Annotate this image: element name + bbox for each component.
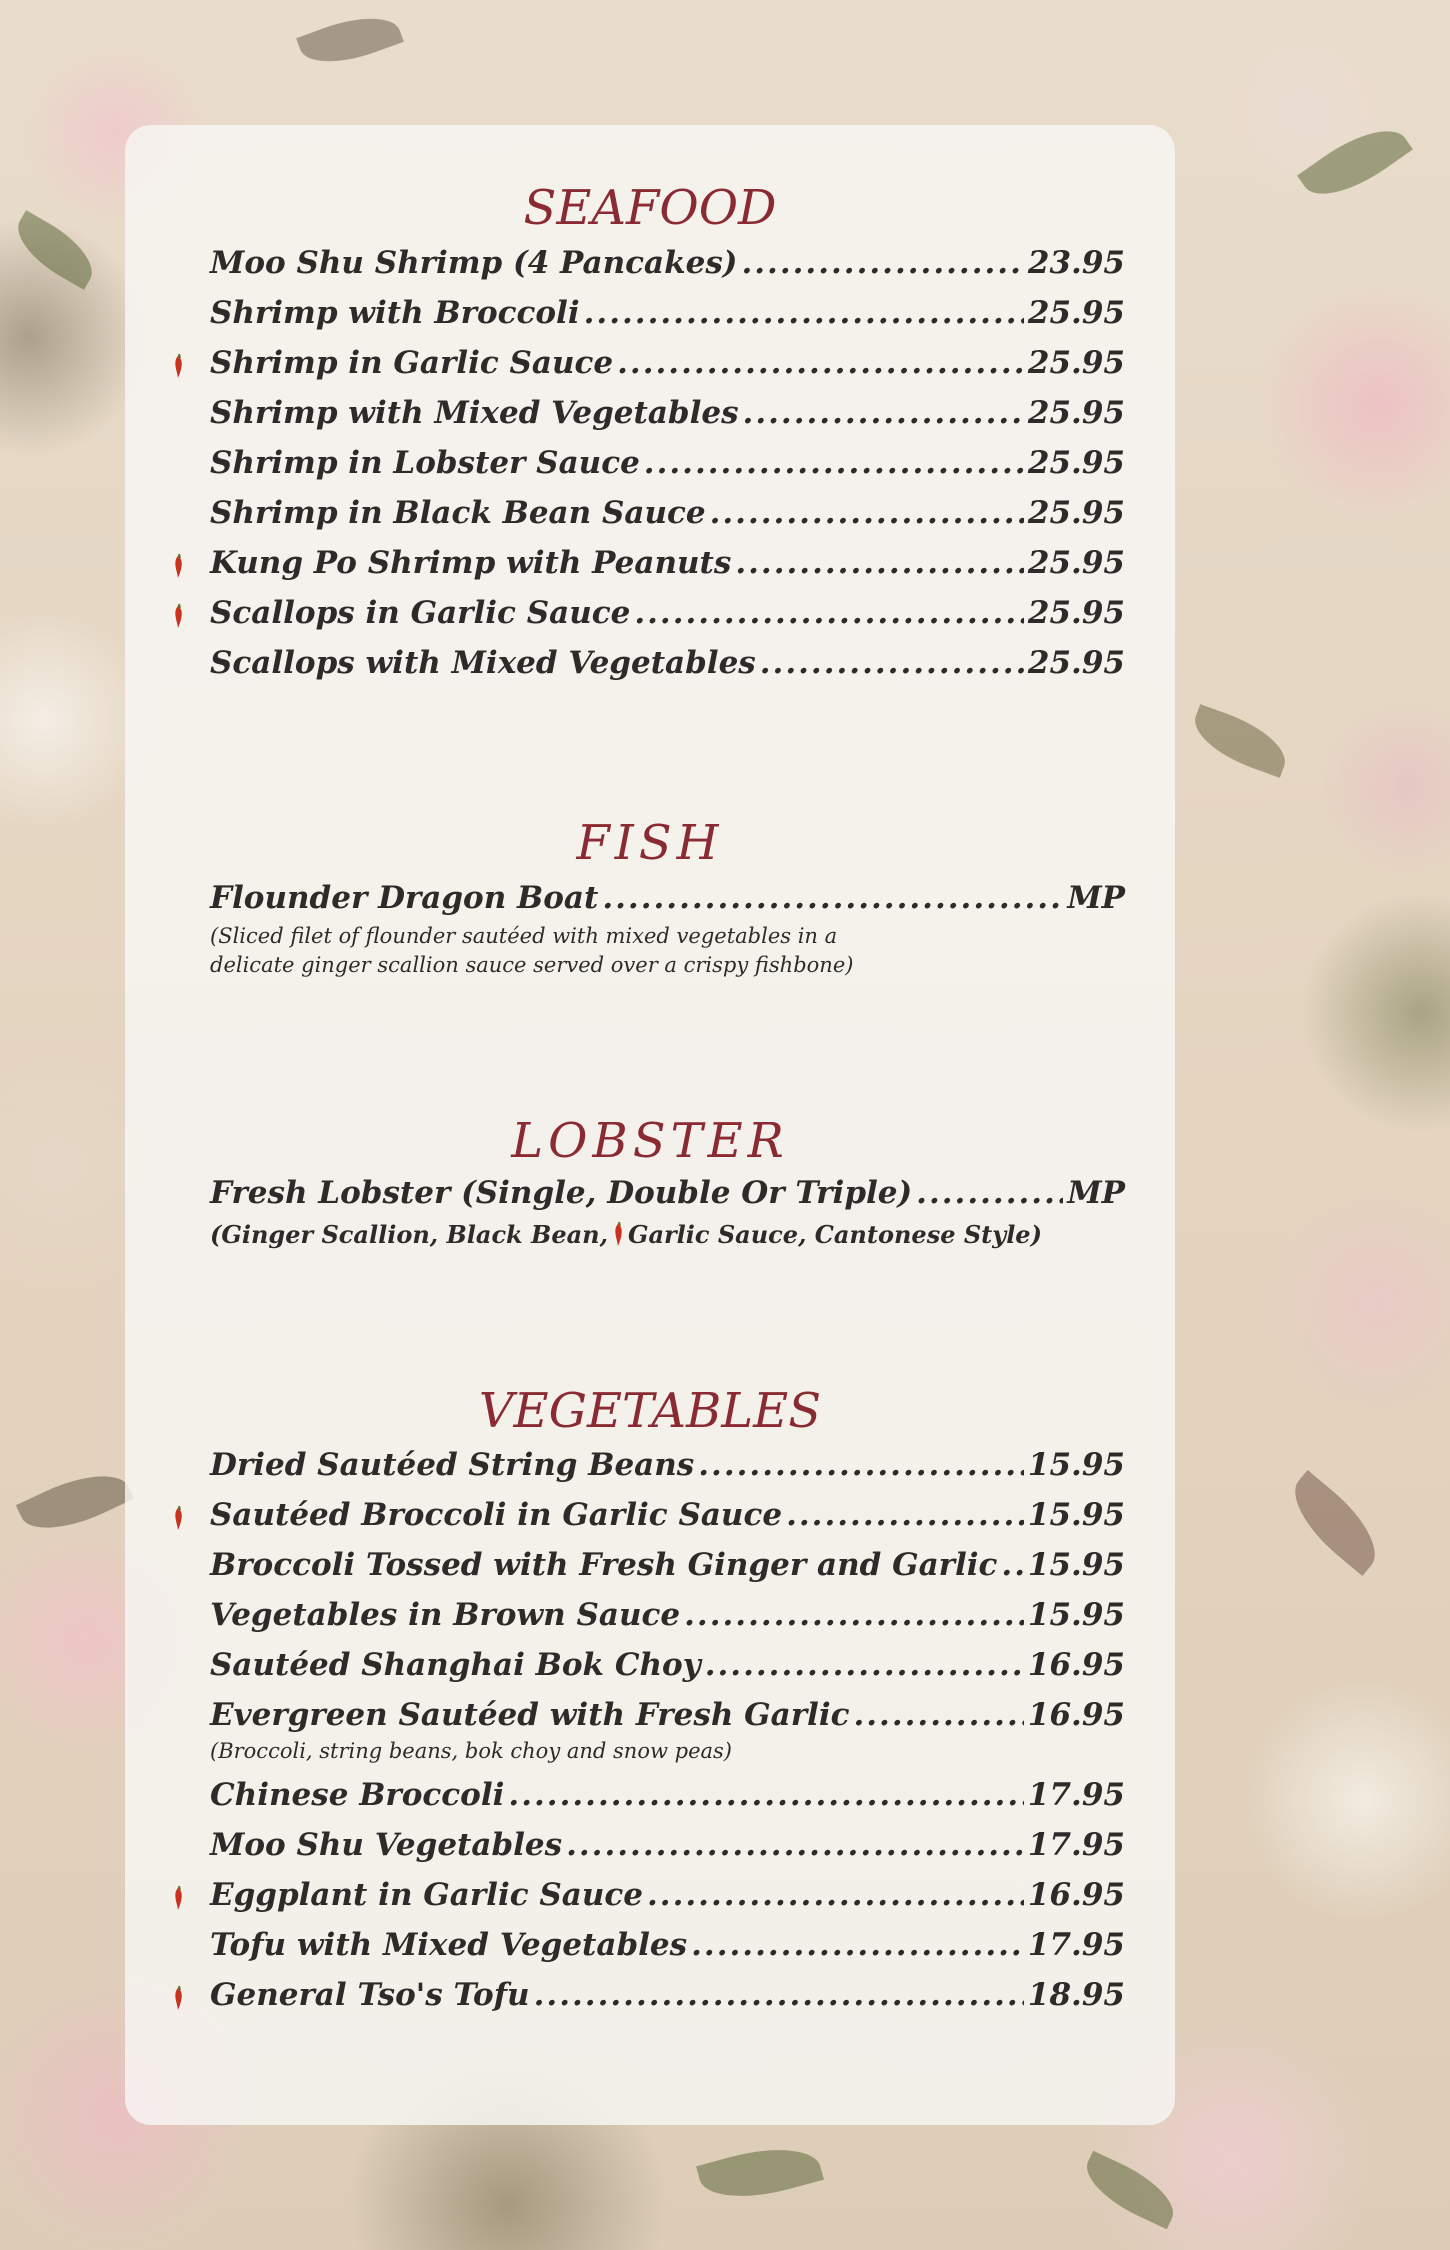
menu-item <box>210 545 1125 595</box>
menu-item <box>210 395 1125 445</box>
menu-item <box>210 1827 1125 1877</box>
leader-dots <box>741 245 1023 281</box>
item-name: Eggplant in Garlic Sauce <box>210 1877 644 1913</box>
menu-item <box>210 345 1125 395</box>
item-name: Evergreen Sautéed with Fresh Garlic <box>210 1697 850 1733</box>
item-name: Sautéed Shanghai Bok Choy <box>210 1647 701 1683</box>
sauce-options-part2: Garlic Sauce, Cantonese Style) <box>627 1220 1042 1249</box>
item-description <box>210 922 1090 980</box>
menu-item <box>210 1977 1125 2027</box>
leader-dots <box>853 1697 1023 1733</box>
menu-item <box>210 245 1125 295</box>
item-price: 15.95 <box>1027 1497 1125 1533</box>
leader-dots <box>534 1977 1024 2013</box>
leader-dots <box>684 1597 1024 1633</box>
description-line: (Sliced filet of flounder sautéed with mixed vegetables in a <box>210 924 838 948</box>
leaf-decoration <box>1278 1470 1392 1576</box>
leader-dots <box>584 295 1024 331</box>
item-name: Shrimp in Lobster Sauce <box>210 445 640 481</box>
menu-item <box>210 1547 1125 1597</box>
menu-item <box>210 645 1125 695</box>
item-price: 16.95 <box>1027 1877 1125 1913</box>
item-price: 25.95 <box>1027 495 1125 531</box>
sauce-options-part1: (Ginger Scallion, Black Bean, <box>210 1220 608 1249</box>
item-name: Tofu with Mixed Vegetables <box>210 1927 688 1963</box>
item-price: 25.95 <box>1027 645 1125 681</box>
leader-dots <box>916 1175 1063 1211</box>
item-price: 25.95 <box>1027 595 1125 631</box>
menu-item <box>210 495 1125 545</box>
item-name: Shrimp with Broccoli <box>210 295 580 331</box>
menu-item <box>210 1175 1125 1225</box>
leader-dots <box>735 545 1024 581</box>
description-line: delicate ginger scallion sauce served over a crispy fishbone) <box>210 953 854 977</box>
leader-dots <box>602 880 1063 916</box>
item-price: 17.95 <box>1027 1777 1125 1813</box>
item-price: 15.95 <box>1027 1597 1125 1633</box>
item-name: Scallops in Garlic Sauce <box>210 595 631 631</box>
leaf-decoration <box>1297 113 1413 213</box>
menu-item <box>210 1647 1125 1697</box>
chili-pepper-icon <box>172 353 184 379</box>
menu-item <box>210 445 1125 495</box>
leaf-decoration <box>696 2135 824 2210</box>
item-name: Dried Sautéed String Beans <box>210 1447 695 1483</box>
item-description <box>210 1220 1090 1249</box>
item-price: 15.95 <box>1027 1547 1125 1583</box>
menu-item <box>210 1447 1125 1497</box>
item-price: 23.95 <box>1027 245 1125 281</box>
item-name: Scallops with Mixed Vegetables <box>210 645 756 681</box>
item-price: 16.95 <box>1027 1697 1125 1733</box>
item-name: General Tso's Tofu <box>210 1977 530 2013</box>
item-name: Chinese Broccoli <box>210 1777 505 1813</box>
menu-item <box>210 1497 1125 1547</box>
menu-item <box>210 1777 1125 1827</box>
chili-pepper-icon <box>612 1221 624 1247</box>
chili-pepper-icon <box>172 553 184 579</box>
item-price: MP <box>1067 880 1125 916</box>
item-name: Shrimp in Garlic Sauce <box>210 345 614 381</box>
menu-item <box>210 1877 1125 1927</box>
item-price: 17.95 <box>1027 1827 1125 1863</box>
item-price: 18.95 <box>1027 1977 1125 2013</box>
item-price: MP <box>1067 1175 1125 1211</box>
leader-dots <box>647 1877 1024 1913</box>
menu-item <box>210 1927 1125 1977</box>
leader-dots <box>786 1497 1024 1533</box>
leader-dots <box>634 595 1024 631</box>
menu-item <box>210 595 1125 645</box>
section-title-seafood: SEAFOOD <box>523 180 777 236</box>
leader-dots <box>760 645 1024 681</box>
item-name: Moo Shu Vegetables <box>210 1827 563 1863</box>
leaf-decoration <box>6 210 104 290</box>
item-price: 16.95 <box>1027 1647 1125 1683</box>
leader-dots <box>566 1827 1024 1863</box>
leader-dots <box>1001 1547 1024 1583</box>
leader-dots <box>617 345 1024 381</box>
item-price: 15.95 <box>1027 1447 1125 1483</box>
leader-dots <box>705 1647 1024 1683</box>
leader-dots <box>691 1927 1024 1963</box>
item-name: Broccoli Tossed with Fresh Ginger and Garlic <box>210 1547 998 1583</box>
item-price: 25.95 <box>1027 445 1125 481</box>
item-price: 25.95 <box>1027 545 1125 581</box>
leaf-decoration <box>1076 2151 1184 2230</box>
section-title-fish: FISH <box>576 815 724 871</box>
chili-pepper-icon <box>172 603 184 629</box>
chili-pepper-icon <box>172 1985 184 2011</box>
leaf-decoration <box>1186 704 1294 778</box>
item-name: Shrimp with Mixed Vegetables <box>210 395 739 431</box>
item-price: 17.95 <box>1027 1927 1125 1963</box>
item-name: Moo Shu Shrimp (4 Pancakes) <box>210 245 738 281</box>
leaf-decoration <box>296 4 404 76</box>
item-name: Vegetables in Brown Sauce <box>210 1597 681 1633</box>
item-name: Fresh Lobster (Single, Double Or Triple) <box>210 1175 913 1211</box>
leader-dots <box>710 495 1024 531</box>
leader-dots <box>644 445 1024 481</box>
item-name: Sautéed Broccoli in Garlic Sauce <box>210 1497 783 1533</box>
chili-pepper-icon <box>172 1505 184 1531</box>
menu-item <box>210 295 1125 345</box>
leader-dots <box>508 1777 1024 1813</box>
chili-pepper-icon <box>172 1885 184 1911</box>
item-name: Flounder Dragon Boat <box>210 880 599 916</box>
leader-dots <box>698 1447 1024 1483</box>
item-price: 25.95 <box>1027 395 1125 431</box>
menu-item <box>210 1597 1125 1647</box>
leader-dots <box>743 395 1024 431</box>
item-name: Kung Po Shrimp with Peanuts <box>210 545 732 581</box>
leaf-decoration <box>16 1459 134 1545</box>
item-price: 25.95 <box>1027 345 1125 381</box>
item-name: Shrimp in Black Bean Sauce <box>210 495 706 531</box>
item-description: (Broccoli, string beans, bok choy and snow peas) <box>210 1739 732 1763</box>
section-title-lobster: LOBSTER <box>511 1113 789 1169</box>
section-title-vegetables: VEGETABLES <box>478 1383 822 1439</box>
item-price: 25.95 <box>1027 295 1125 331</box>
